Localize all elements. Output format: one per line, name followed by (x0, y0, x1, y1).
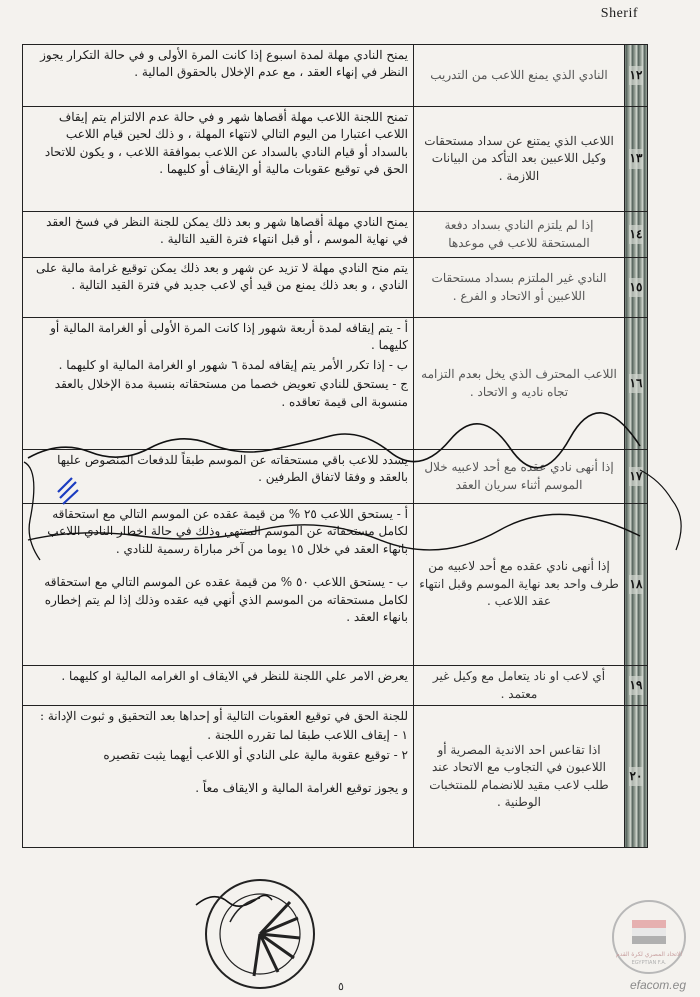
row-number: ١٤ (625, 212, 648, 258)
table-row (23, 258, 648, 318)
row-penalty: يمنح النادي مهلة أقصاها شهر و بعد ذلك يمكن للجنة النظر في فسخ العقد في نهاية الموسم ، أو قبل انتهاء فترة القيد التالية . (23, 212, 414, 258)
row-condition: النادي الذي يمنع اللاعب من التدريب (414, 45, 625, 107)
row-penalty: يتم منح النادي مهلة لا تزيد عن شهر و بعد ذلك يمكن توقيع غرامة مالية على النادي ، و بعد ذلك يمنع من قيد أي لاعب جديد في فترة القيد التالية . (23, 258, 414, 318)
row-number: ١٢ (625, 45, 648, 107)
row-penalty: يعرض الامر علي اللجنة للنظر في الايقاف او الغرامه المالية او كليهما . (23, 666, 414, 706)
row-penalty: تمنح اللجنة اللاعب مهلة أقصاها شهر و في حالة عدم الالتزام يتم إيقاف اللاعب اعتبارا من اليوم التالي لانتهاء المهلة ، و ذلك لحين قيام اللاعب بالسداد أو قيام النادي بالسداد عن اللاعب بموافقة اللاعب ، و يكون للاتحاد الحق في توقيع عقوبات مالية أو الإيقاف أو كليهما . (23, 107, 414, 212)
row-condition: أي لاعب او ناد يتعامل مع وكيل غير معتمد . (414, 666, 625, 706)
row-penalty: للجنة الحق في توقيع العقوبات التالية أو إحداها بعد التحقيق و ثبوت الإدانة : ١ - إيقاف اللاعب طبقا لما تقرره اللجنة . ٢ - توقيع عقوبة مالية على النادي أو اللاعب أيهما يثبت تقصيره و يجوز توقيع الغرامة المالية و الايقاف معاً . (23, 706, 414, 848)
table-row (23, 212, 648, 258)
row-condition: إذا لم يلتزم النادي بسداد دفعة المستحقة للاعب في موعدها (414, 212, 625, 258)
table-row (23, 666, 648, 706)
table-row (23, 107, 648, 212)
row-number: ٢٠ (625, 706, 648, 848)
site-watermark: efacom.eg (629, 978, 686, 992)
row-condition: إذا أنهى نادي عقده مع أحد لاعبيه خلال الموسم أثناء سريان العقد (414, 450, 625, 504)
row-penalty: أ - يستحق اللاعب ٢٥ % من قيمة عقده عن الموسم التالي مع استحقاقه لكامل مستحقاته عن الموسم المنتهي وذلك في حالة اخطار النادي اللاعب بانهاء العقد في خلال ١٥ يوما من آخر مباراة رسمية للنادي . ب - يستحق اللاعب ٥٠ % من قيمة عقده عن الموسم التالي مع استحقاقه لكامل مستحقاته من الموسم الذي أنهي فيه عقده وذلك إذا لم يتم إخطاره بانهاء العقد . (23, 504, 414, 666)
table-row (23, 504, 648, 666)
row-number: ١٨ (625, 504, 648, 666)
row-condition: اللاعب المحترف الذي يخل بعدم التزامه تجاه ناديه و الاتحاد . (414, 318, 625, 450)
table-row (23, 706, 648, 848)
row-number: ١٣ (625, 107, 648, 212)
row-condition: النادي غير الملتزم بسداد مستحقات اللاعبين أو الاتحاد و الفرع . (414, 258, 625, 318)
page-header-author: Sherif (600, 6, 638, 21)
page-number: ٥ (338, 980, 344, 993)
row-penalty: يسدد للاعب باقي مستحقاته عن الموسم طبقاً للدفعات المنصوص عليها بالعقد و وفقا لاتفاق الطرفين . (23, 450, 414, 504)
official-stamp (180, 862, 340, 992)
row-number: ١٦ (625, 318, 648, 450)
row-number: ١٩ (625, 666, 648, 706)
svg-text:EGYPTIAN F.A.: EGYPTIAN F.A. (631, 960, 667, 966)
table-row (23, 450, 648, 504)
row-number: ١٧ (625, 450, 648, 504)
row-penalty: أ - يتم إيقافه لمدة أربعة شهور إذا كانت المرة الأولى أو الغرامة المالية أو كليهما . ب - إذا تكرر الأمر يتم إيقافه لمدة ٦ شهور او الغرامة المالية او كليهما . ج - يستحق للنادي تعويض خصما من مستحقاته بنسبة مدة الإخلال بالعقد منسوبة الى قيمة تعاقده . (23, 318, 414, 450)
row-number: ١٥ (625, 258, 648, 318)
row-condition: إذا أنهى نادي عقده مع أحد لاعبيه من طرف واحد بعد نهاية الموسم وقبل انتهاء عقد اللاعب . (414, 504, 625, 666)
row-condition: اللاعب الذي يمتنع عن سداد مستحقات وكيل اللاعبين بعد التأكد من البيانات اللازمة . (414, 107, 625, 212)
row-condition: اذا تقاعس احد الاندية المصرية أو اللاعبون في التجاوب مع الاتحاد عند طلب لاعب مقيد للانضمام للمنتخبات الوطنية . (414, 706, 625, 848)
table-row (23, 318, 648, 450)
association-logo-watermark (610, 898, 688, 976)
penalties-table (22, 44, 648, 848)
table-row (23, 45, 648, 107)
svg-text:الاتحاد المصري لكرة القدم: الاتحاد المصري لكرة القدم (615, 951, 683, 958)
row-penalty: يمنح النادي مهلة لمدة اسبوع إذا كانت المرة الأولى و في حالة التكرار يجوز النظر في إنهاء العقد ، مع عدم الإخلال بالحقوق المالية . (23, 45, 414, 107)
